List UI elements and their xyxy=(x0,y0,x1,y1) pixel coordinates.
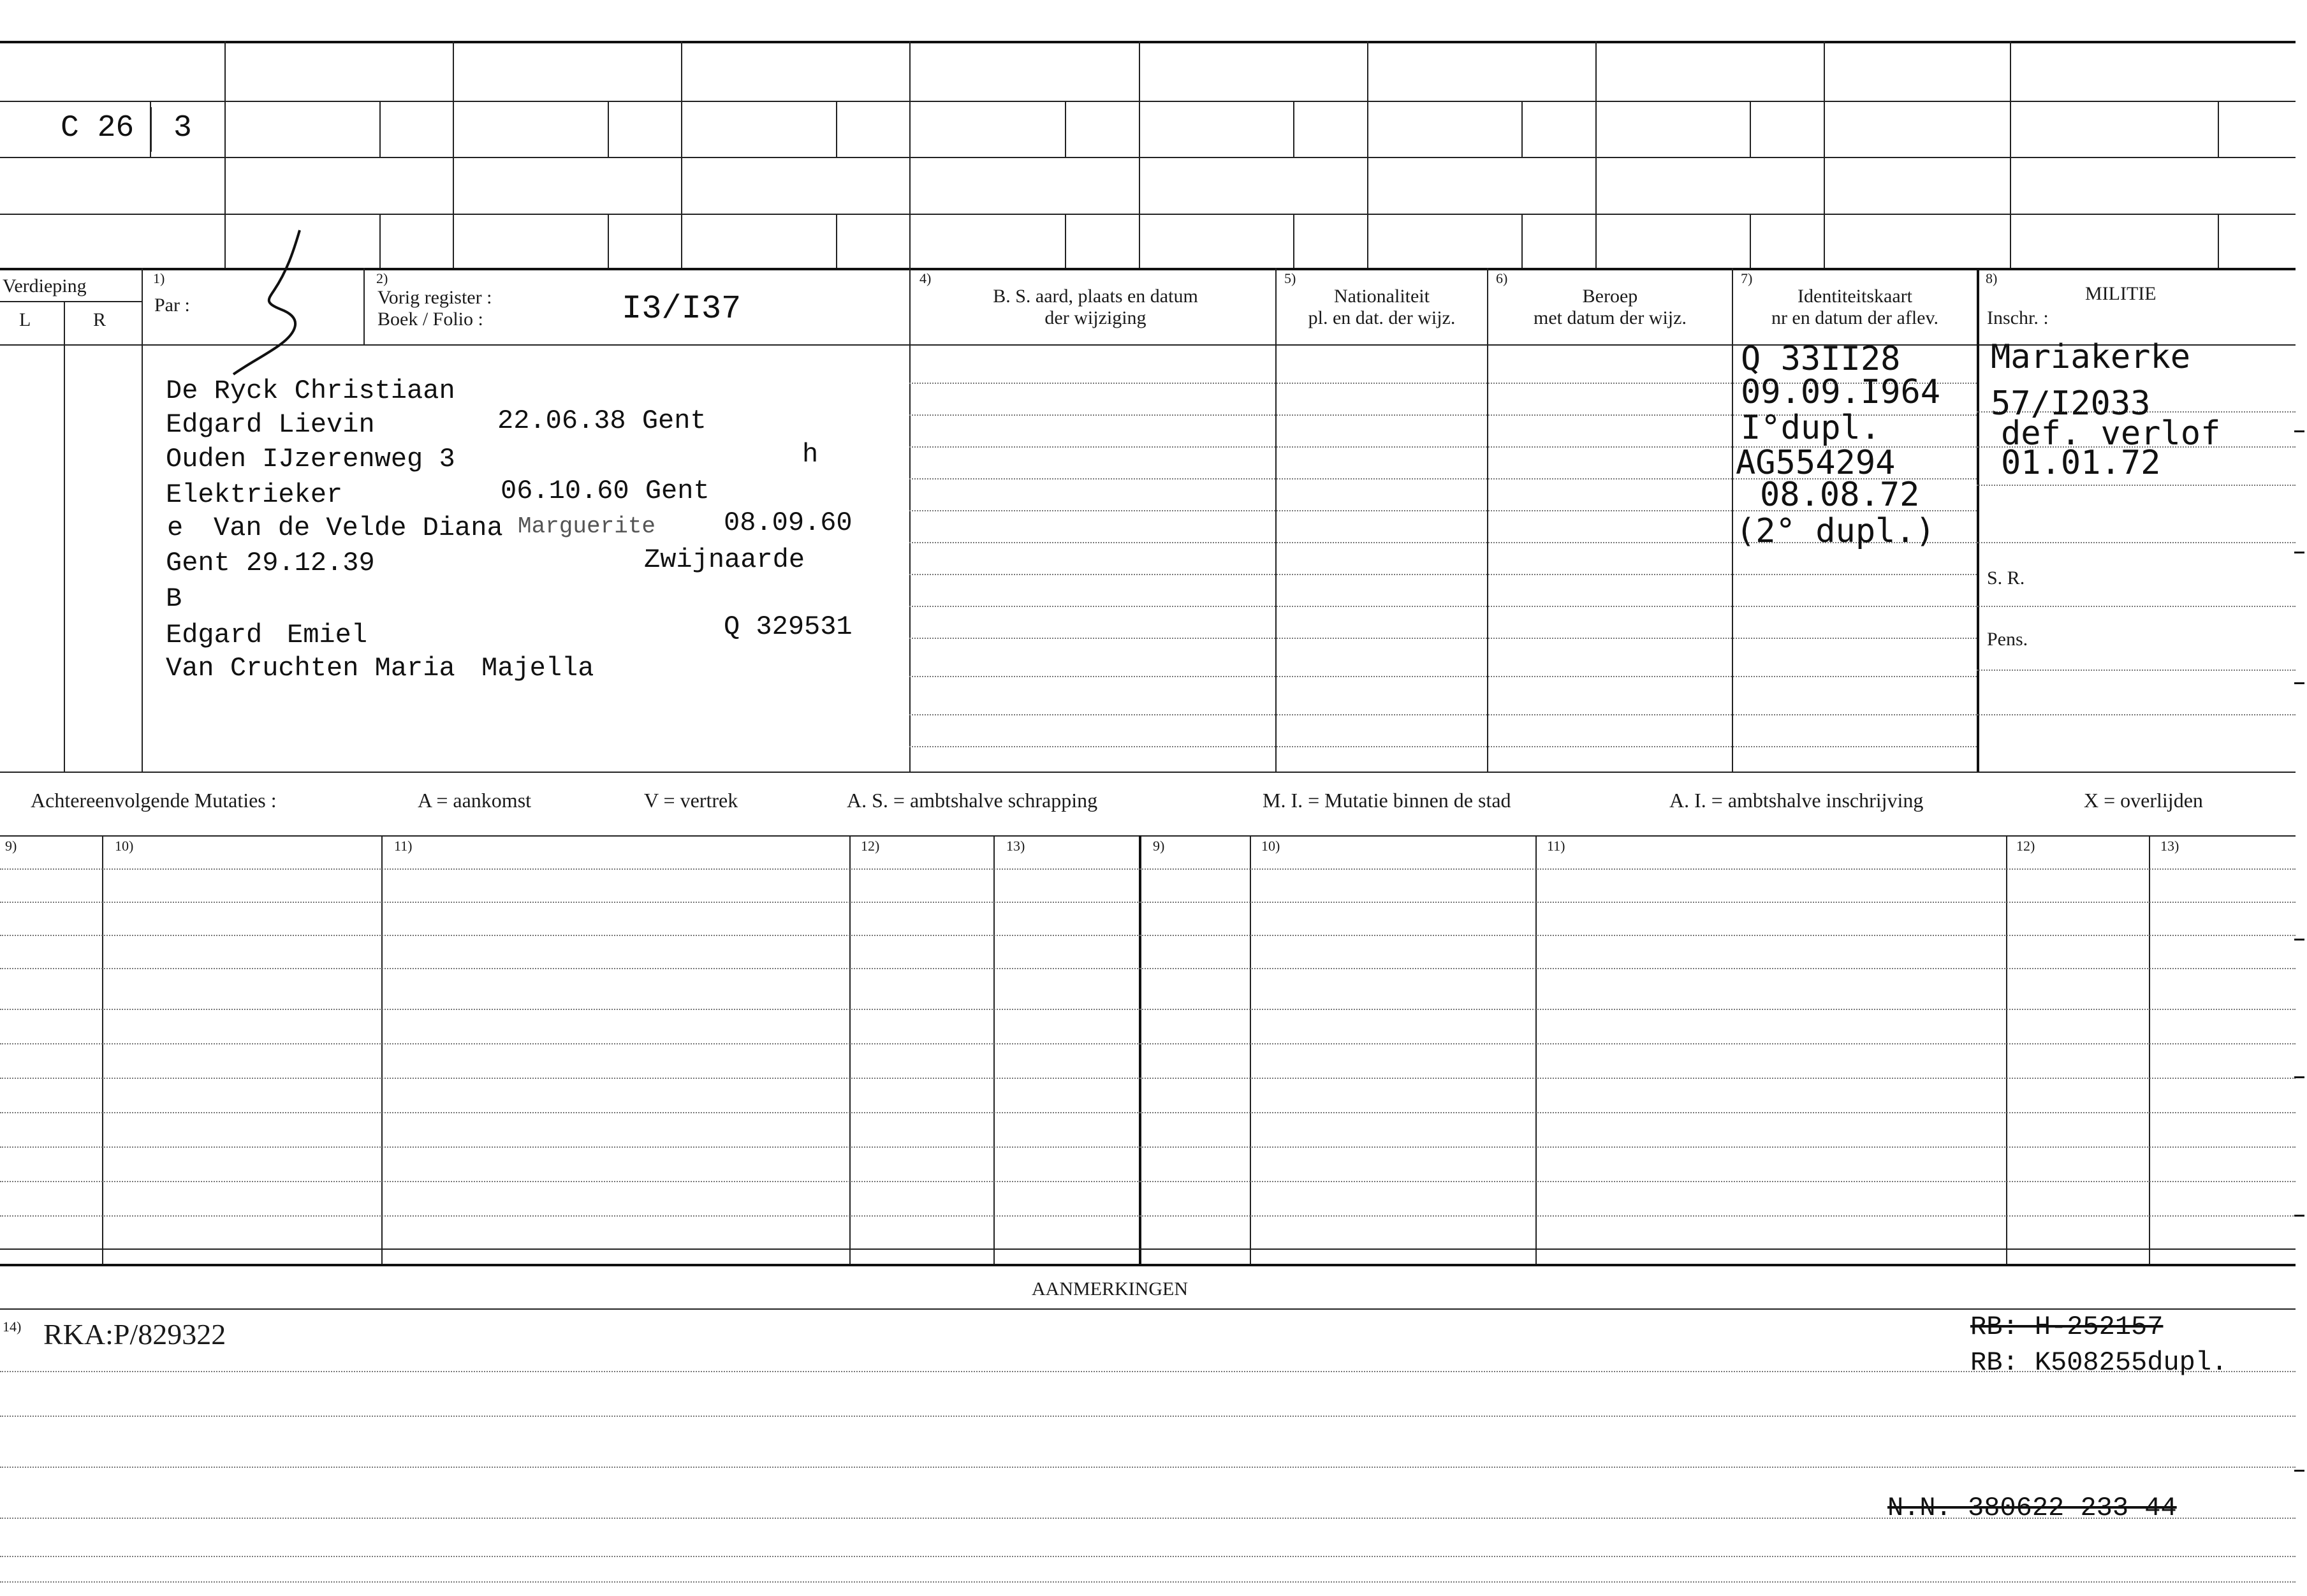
card-code-divider xyxy=(150,107,152,152)
mutation-col-9-left: 9) xyxy=(5,838,17,854)
verdieping-label: Verdieping xyxy=(3,275,87,297)
mutation-code-v: V = vertrek xyxy=(644,789,738,812)
remarks-title: AANMERKINGEN xyxy=(1032,1278,1188,1299)
rb-old-reference: RB: H-252157 xyxy=(1970,1312,2164,1342)
id-card-duplicate-date: 08.08.72 xyxy=(1760,476,1920,514)
mutation-code-x: X = overlijden xyxy=(2084,789,2203,812)
pens-label: Pens. xyxy=(1987,629,2028,650)
par-num: 1) xyxy=(153,270,165,286)
par-label: Par : xyxy=(154,295,190,316)
rb-new-reference: RB: K508255dupl. xyxy=(1970,1347,2228,1378)
identiteitskaart-label-1: Identiteitskaart xyxy=(1798,286,1912,307)
mother-second-name: Majella xyxy=(481,653,594,684)
father-first-name: Edgard xyxy=(166,620,263,650)
beroep-num: 6) xyxy=(1496,270,1508,286)
person-address: Ouden IJzerenweg 3 xyxy=(166,444,455,474)
b-line: B xyxy=(166,583,182,614)
vorig-register-label: Vorig register : xyxy=(377,287,492,308)
vorig-register-num: 2) xyxy=(376,270,388,286)
card-code-number: 3 xyxy=(173,111,192,145)
id-card-date: 09.09.I964 xyxy=(1741,373,1941,411)
mutation-col-13-right: 13) xyxy=(2160,838,2179,854)
mutation-col-10-left: 10) xyxy=(115,838,134,854)
militie-num: 8) xyxy=(1986,270,1998,286)
father-second-name: Emiel xyxy=(287,620,368,650)
id-card-duplicate-number: AG554294 xyxy=(1736,444,1896,482)
identiteitskaart-num: 7) xyxy=(1741,270,1753,286)
bs-label-1: B. S. aard, plaats en datum xyxy=(993,286,1198,307)
person-profession-date: 06.10.60 Gent xyxy=(501,476,710,506)
militie-inschr-label: Inschr. : xyxy=(1987,307,2049,328)
id-card-number: Q 33II28 xyxy=(1741,340,1901,378)
person-address-mark: h xyxy=(802,439,819,470)
militie-number: 57/I2033 xyxy=(1991,384,2151,423)
mutation-col-10-right: 10) xyxy=(1261,838,1280,854)
militie-title: MILITIE xyxy=(2085,283,2157,304)
rka-reference: RKA:P/829322 xyxy=(43,1318,226,1351)
person-first-names: Edgard Lievin xyxy=(166,409,375,440)
nationaliteit-label-2: pl. en dat. der wijz. xyxy=(1308,307,1456,328)
marriage-date: 08.09.60 xyxy=(724,508,853,538)
beroep-label-1: Beroep xyxy=(1582,286,1638,307)
mutation-code-mi: M. I. = Mutatie binnen de stad xyxy=(1263,789,1511,812)
id-reference: Q 329531 xyxy=(724,611,853,642)
beroep-label-2: met datum der wijz. xyxy=(1534,307,1687,328)
mutation-code-a: A = aankomst xyxy=(418,789,532,812)
mutation-col-11-left: 11) xyxy=(394,838,413,854)
person-birth: 22.06.38 Gent xyxy=(497,406,707,436)
mutation-code-as: A. S. = ambtshalve schrapping xyxy=(847,789,1098,812)
boek-folio-label: Boek / Folio : xyxy=(377,309,483,330)
spouse-birthplace: Zwijnaarde xyxy=(644,545,805,575)
mutation-code-ai: A. I. = ambtshalve inschrijving xyxy=(1669,789,1924,812)
remarks-num: 14) xyxy=(3,1319,22,1335)
mutation-col-11-right: 11) xyxy=(1547,838,1565,854)
id-card-first-duplicate: I°dupl. xyxy=(1741,409,1881,447)
militie-place: Mariakerke xyxy=(1991,338,2191,376)
par-bracket-mark xyxy=(230,226,325,379)
mutation-col-9-right: 9) xyxy=(1153,838,1165,854)
boek-folio-value: I3/I37 xyxy=(622,290,742,328)
nationaliteit-num: 5) xyxy=(1284,270,1296,286)
id-card-second-duplicate: (2° dupl.) xyxy=(1736,512,1936,550)
mutation-col-12-right: 12) xyxy=(2016,838,2035,854)
spouse-name: Van de Velde Diana xyxy=(214,513,503,543)
spouse-birth: Gent 29.12.39 xyxy=(166,548,375,578)
bs-num: 4) xyxy=(919,270,932,286)
militie-date: 01.01.72 xyxy=(2001,444,2161,482)
bs-label-2: der wijziging xyxy=(1044,307,1146,328)
card-code-prefix: C 26 xyxy=(61,111,135,145)
person-name: De Ryck Christiaan xyxy=(166,376,455,406)
sr-label: S. R. xyxy=(1987,567,2025,589)
nn-reference: N.N. 380622 233 44 xyxy=(1887,1493,2177,1523)
mutations-label: Achtereenvolgende Mutaties : xyxy=(31,789,277,812)
verdieping-right: R xyxy=(93,309,106,330)
mutation-col-13-left: 13) xyxy=(1006,838,1025,854)
identiteitskaart-label-2: nr en datum der aflev. xyxy=(1771,307,1939,328)
mutation-col-12-left: 12) xyxy=(861,838,880,854)
mother-name: Van Cruchten Maria xyxy=(166,653,455,684)
verdieping-left: L xyxy=(19,309,31,330)
spouse-prefix: e xyxy=(167,513,184,543)
spouse-middle-name: Marguerite xyxy=(518,513,656,539)
militie-status: def. verlof xyxy=(2001,414,2221,453)
person-profession: Elektrieker xyxy=(166,480,343,510)
nationaliteit-label-1: Nationaliteit xyxy=(1334,286,1430,307)
